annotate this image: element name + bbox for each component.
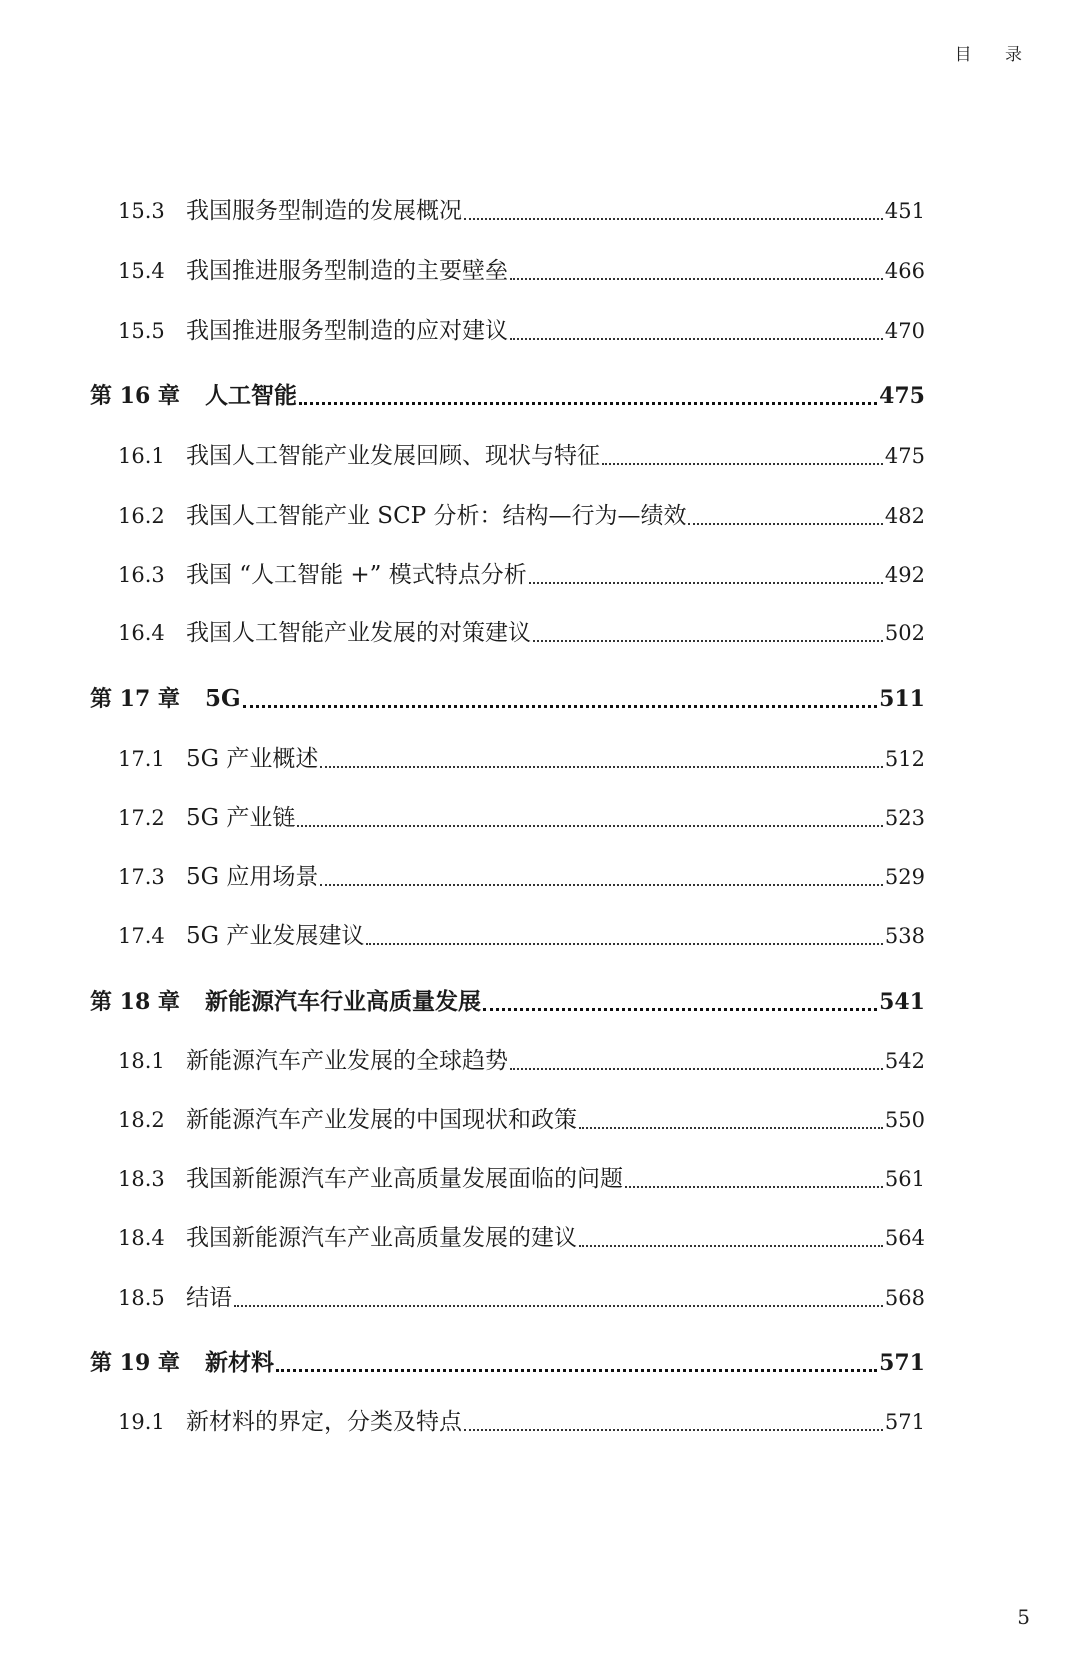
chapter-number: 第 17 章	[90, 686, 180, 712]
section-number: 18.2	[118, 1108, 165, 1132]
section-title: 5G 产业概述	[186, 746, 319, 772]
page-ref: 561	[884, 1167, 925, 1191]
section-number: 18.3	[118, 1167, 165, 1191]
section-title: 我国服务型制造的发展概况	[186, 198, 462, 224]
section-number: 15.4	[118, 259, 165, 283]
section-number: 17.4	[118, 924, 165, 948]
page-ref: 511	[879, 686, 925, 712]
page-ref: 492	[884, 563, 925, 587]
toc-entry-18-3[interactable]	[90, 1161, 925, 1197]
leader-dots	[366, 943, 883, 945]
toc-entry-18-1[interactable]	[90, 1043, 925, 1079]
page-ref: 529	[884, 865, 925, 889]
toc-entry-18-2[interactable]	[90, 1102, 925, 1138]
leader-dots	[297, 825, 883, 827]
toc-entry-17-4[interactable]	[90, 918, 925, 954]
chapter-number: 第 16 章	[90, 383, 180, 409]
leader-dots	[688, 523, 882, 525]
leader-dots	[533, 640, 883, 642]
section-number: 15.3	[118, 199, 165, 223]
chapter-number: 第 18 章	[90, 989, 180, 1015]
toc-chapter-19[interactable]	[90, 1345, 925, 1381]
toc-entry-15-4[interactable]	[90, 253, 925, 289]
section-title: 我国推进服务型制造的应对建议	[186, 318, 508, 344]
leader-dots	[510, 1068, 883, 1070]
leader-dots	[464, 1429, 883, 1431]
leader-dots	[483, 1008, 877, 1011]
leader-dots	[625, 1186, 883, 1188]
page-ref: 538	[884, 924, 925, 948]
toc-chapter-16[interactable]	[90, 378, 925, 414]
toc-entry-15-3[interactable]	[90, 193, 925, 229]
page-ref: 470	[884, 319, 925, 343]
section-number: 17.2	[118, 806, 165, 830]
page-ref: 475	[884, 444, 925, 468]
page-ref: 466	[884, 259, 925, 283]
toc-entry-16-2[interactable]	[90, 498, 925, 534]
section-number: 17.1	[118, 747, 165, 771]
page-ref: 542	[884, 1049, 925, 1073]
page-ref: 550	[884, 1108, 925, 1132]
toc-entry-15-5[interactable]	[90, 313, 925, 349]
toc-entry-17-2[interactable]	[90, 800, 925, 836]
leader-dots	[579, 1127, 883, 1129]
section-number: 18.5	[118, 1286, 165, 1310]
chapter-title: 5G	[205, 685, 241, 712]
page-ref: 523	[884, 806, 925, 830]
leader-dots	[320, 884, 883, 886]
section-title: 5G 产业发展建议	[186, 923, 365, 949]
section-title: 5G 产业链	[186, 805, 296, 831]
section-title: 我国 “人工智能 +” 模式特点分析	[186, 562, 527, 588]
toc-entry-18-5[interactable]	[90, 1280, 925, 1316]
toc-entry-18-4[interactable]	[90, 1220, 925, 1256]
leader-dots	[320, 766, 883, 768]
chapter-title: 新能源汽车行业高质量发展	[205, 988, 481, 1015]
section-title: 5G 应用场景	[186, 864, 319, 890]
page-ref: 564	[884, 1226, 925, 1250]
section-number: 16.3	[118, 563, 165, 587]
section-number: 15.5	[118, 319, 165, 343]
toc-entry-19-1[interactable]	[90, 1404, 925, 1440]
leader-dots	[602, 463, 883, 465]
section-title: 我国人工智能产业 SCP 分析：结构—行为—绩效	[186, 503, 687, 529]
chapter-title: 新材料	[205, 1349, 274, 1376]
leader-dots	[510, 278, 883, 280]
section-title: 结语	[186, 1285, 232, 1311]
page-ref: 482	[884, 504, 925, 528]
leader-dots	[243, 705, 877, 708]
section-title: 我国推进服务型制造的主要壁垒	[186, 258, 508, 284]
section-title: 我国新能源汽车产业高质量发展的建议	[186, 1225, 577, 1251]
leader-dots	[579, 1245, 883, 1247]
leader-dots	[276, 1369, 877, 1372]
toc-chapter-18[interactable]	[90, 984, 925, 1020]
page-ref: 502	[884, 621, 925, 645]
chapter-title: 人工智能	[205, 382, 297, 409]
section-number: 18.4	[118, 1226, 165, 1250]
section-number: 16.1	[118, 444, 165, 468]
section-title: 我国人工智能产业发展回顾、现状与特征	[186, 443, 600, 469]
chapter-number: 第 19 章	[90, 1350, 180, 1376]
toc-entry-16-3[interactable]	[90, 557, 925, 593]
toc-entry-17-3[interactable]	[90, 859, 925, 895]
section-number: 18.1	[118, 1049, 165, 1073]
page-ref: 475	[879, 383, 925, 409]
leader-dots	[464, 218, 883, 220]
toc-chapter-17[interactable]	[90, 681, 925, 717]
toc-entry-16-1[interactable]	[90, 438, 925, 474]
section-title: 新能源汽车产业发展的中国现状和政策	[186, 1107, 577, 1133]
section-title: 我国新能源汽车产业高质量发展面临的问题	[186, 1166, 623, 1192]
section-number: 16.4	[118, 621, 165, 645]
section-title: 新材料的界定，分类及特点	[186, 1409, 462, 1435]
page-ref: 571	[884, 1410, 925, 1434]
section-title: 我国人工智能产业发展的对策建议	[186, 620, 531, 646]
page-ref: 541	[879, 989, 925, 1015]
section-title: 新能源汽车产业发展的全球趋势	[186, 1048, 508, 1074]
page-ref: 568	[884, 1286, 925, 1310]
leader-dots	[299, 402, 877, 405]
toc-entry-16-4[interactable]	[90, 615, 925, 651]
page-ref: 571	[879, 1350, 925, 1376]
section-number: 17.3	[118, 865, 165, 889]
page-ref: 512	[884, 747, 925, 771]
running-header: 目 录	[954, 45, 1036, 65]
toc-entry-17-1[interactable]	[90, 741, 925, 777]
leader-dots	[529, 582, 883, 584]
leader-dots	[234, 1305, 883, 1307]
page-ref: 451	[884, 199, 925, 223]
section-number: 16.2	[118, 504, 165, 528]
section-number: 19.1	[118, 1410, 165, 1434]
page-number: 5	[1017, 1605, 1030, 1629]
leader-dots	[510, 338, 883, 340]
